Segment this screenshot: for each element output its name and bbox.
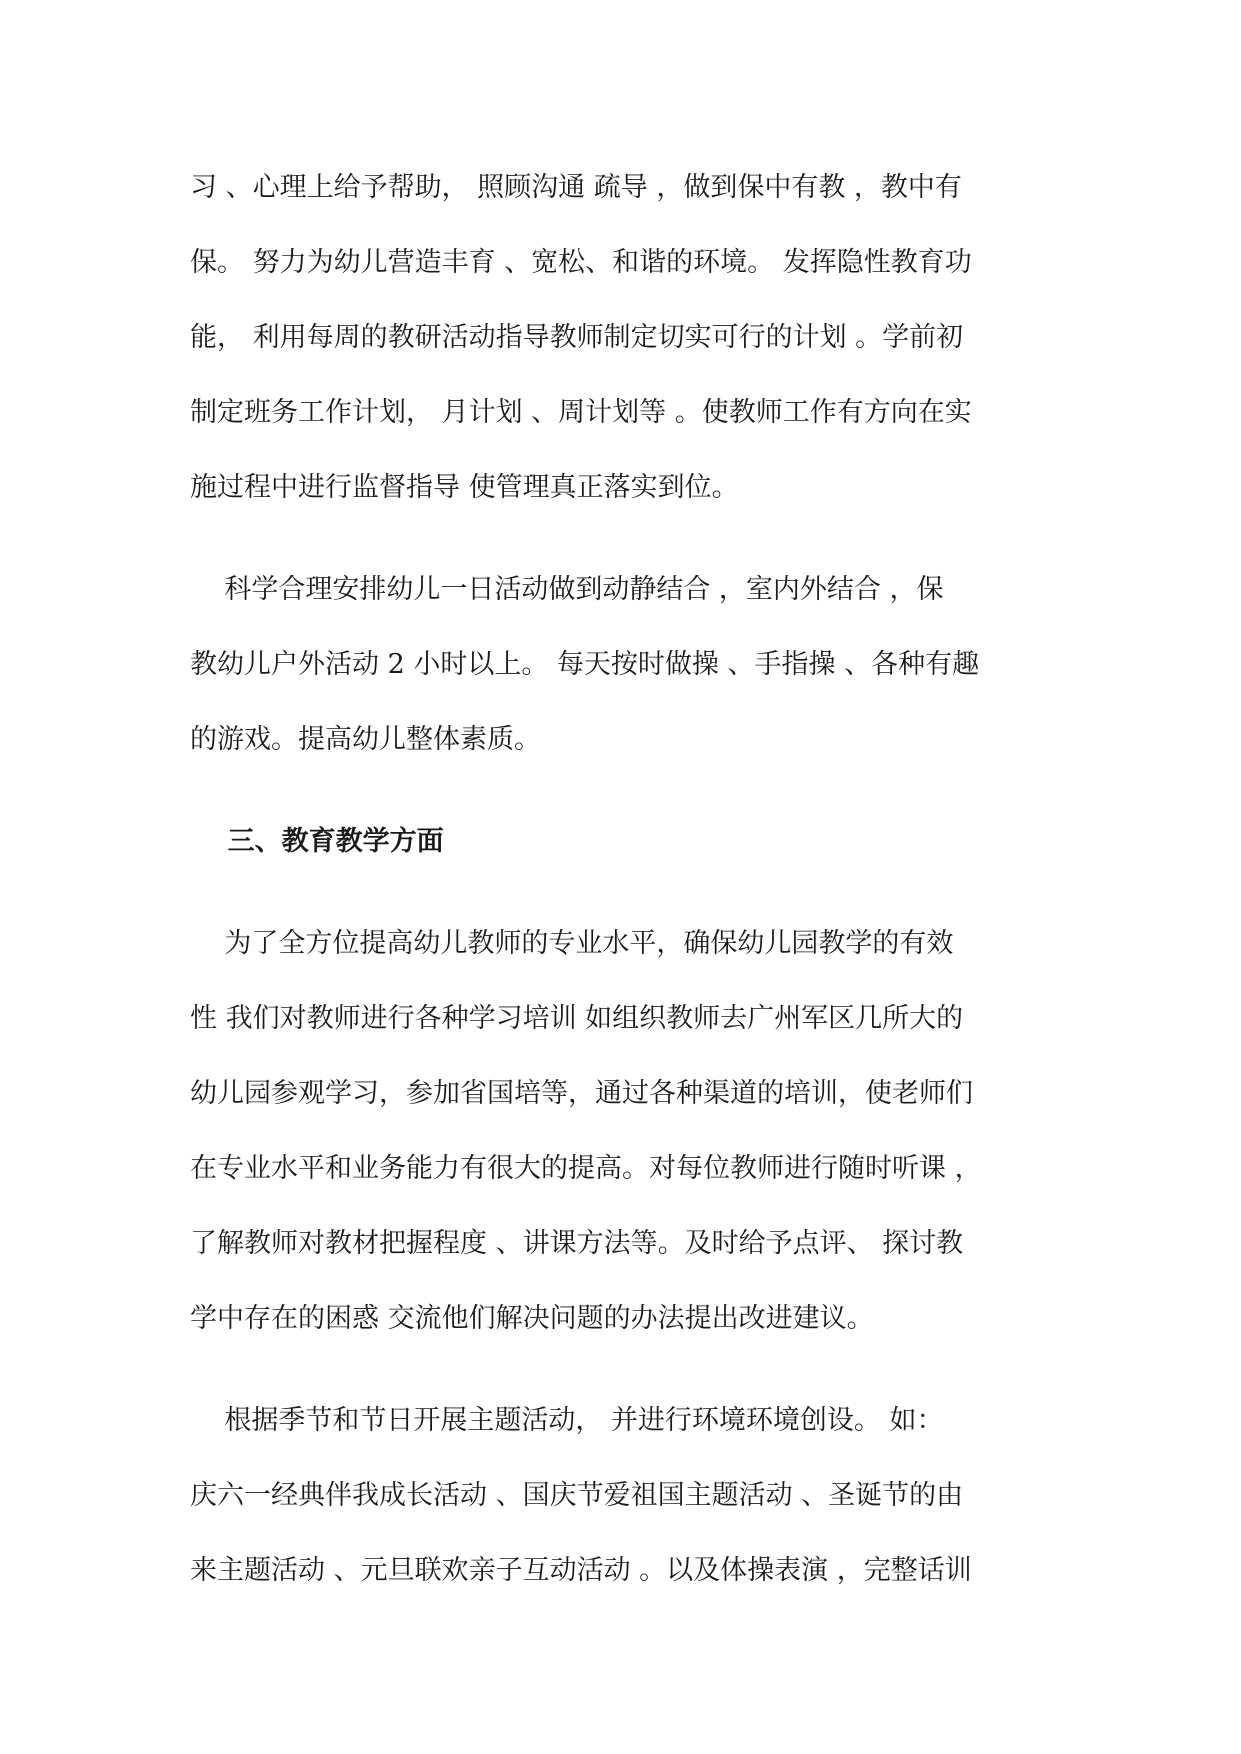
paragraph-3-line-3: 幼儿园参观学习，参加省国培等，通过各种渠道的培训，使老师们 xyxy=(190,1078,973,1109)
paragraph-1-line-4: 制定班务工作计划， 月计划 、周计划等 。使教师工作有方向在实 xyxy=(190,397,972,428)
paragraph-1-line-1: 习 、心理上给予帮助， 照顾沟通 疏导 ，做到保中有教 ，教中有 xyxy=(190,172,962,203)
paragraph-2-line-3: 的游戏。提高幼儿整体素质。 xyxy=(190,724,541,755)
paragraph-2-line-1: 科学合理安排幼儿一日活动做到动静结合 ，室内外结合 ，保 xyxy=(190,574,944,605)
paragraph-3-line-5: 了解教师对教材把握程度 、讲课方法等。及时给予点评、 探讨教 xyxy=(190,1228,964,1259)
paragraph-3-line-1: 为了全方位提高幼儿教师的专业水平，确保幼儿园教学的有效 xyxy=(190,928,954,959)
paragraph-3-line-2: 性 我们对教师进行各种学习培训 如组织教师去广州军区几所大的 xyxy=(190,1003,964,1034)
paragraph-3-line-4: 在专业水平和业务能力有很大的提高。对每位教师进行随时听课 ， xyxy=(190,1153,982,1184)
section-heading: 三、教育教学方面 xyxy=(190,826,444,857)
paragraph-3-line-6: 学中存在的困惑 交流他们解决问题的办法提出改进建议。 xyxy=(190,1303,874,1334)
paragraph-2-line-2: 教幼儿户外活动 2 小时以上。 每天按时做操 、手指操 、各种有趣 xyxy=(190,649,980,680)
paragraph-4-line-2: 庆六一经典伴我成长活动 、国庆节爱祖国主题活动 、圣诞节的由 xyxy=(190,1480,964,1511)
paragraph-4-line-1: 根据季节和节日开展主题活动， 并进行环境环境创设。 如： xyxy=(190,1405,944,1436)
paragraph-1-line-2: 保。 努力为幼儿营造丰育 、宽松、和谐的环境。 发挥隐性教育功 xyxy=(190,247,972,278)
paragraph-4-line-3: 来主题活动 、元旦联欢亲子互动活动 。以及体操表演 ，完整话训 xyxy=(190,1555,972,1586)
paragraph-1-line-5: 施过程中进行监督指导 使管理真正落实到位。 xyxy=(190,472,739,503)
paragraph-1-line-3: 能， 利用每周的教研活动指导教师制定切实可行的计划 。学前初 xyxy=(190,322,964,353)
